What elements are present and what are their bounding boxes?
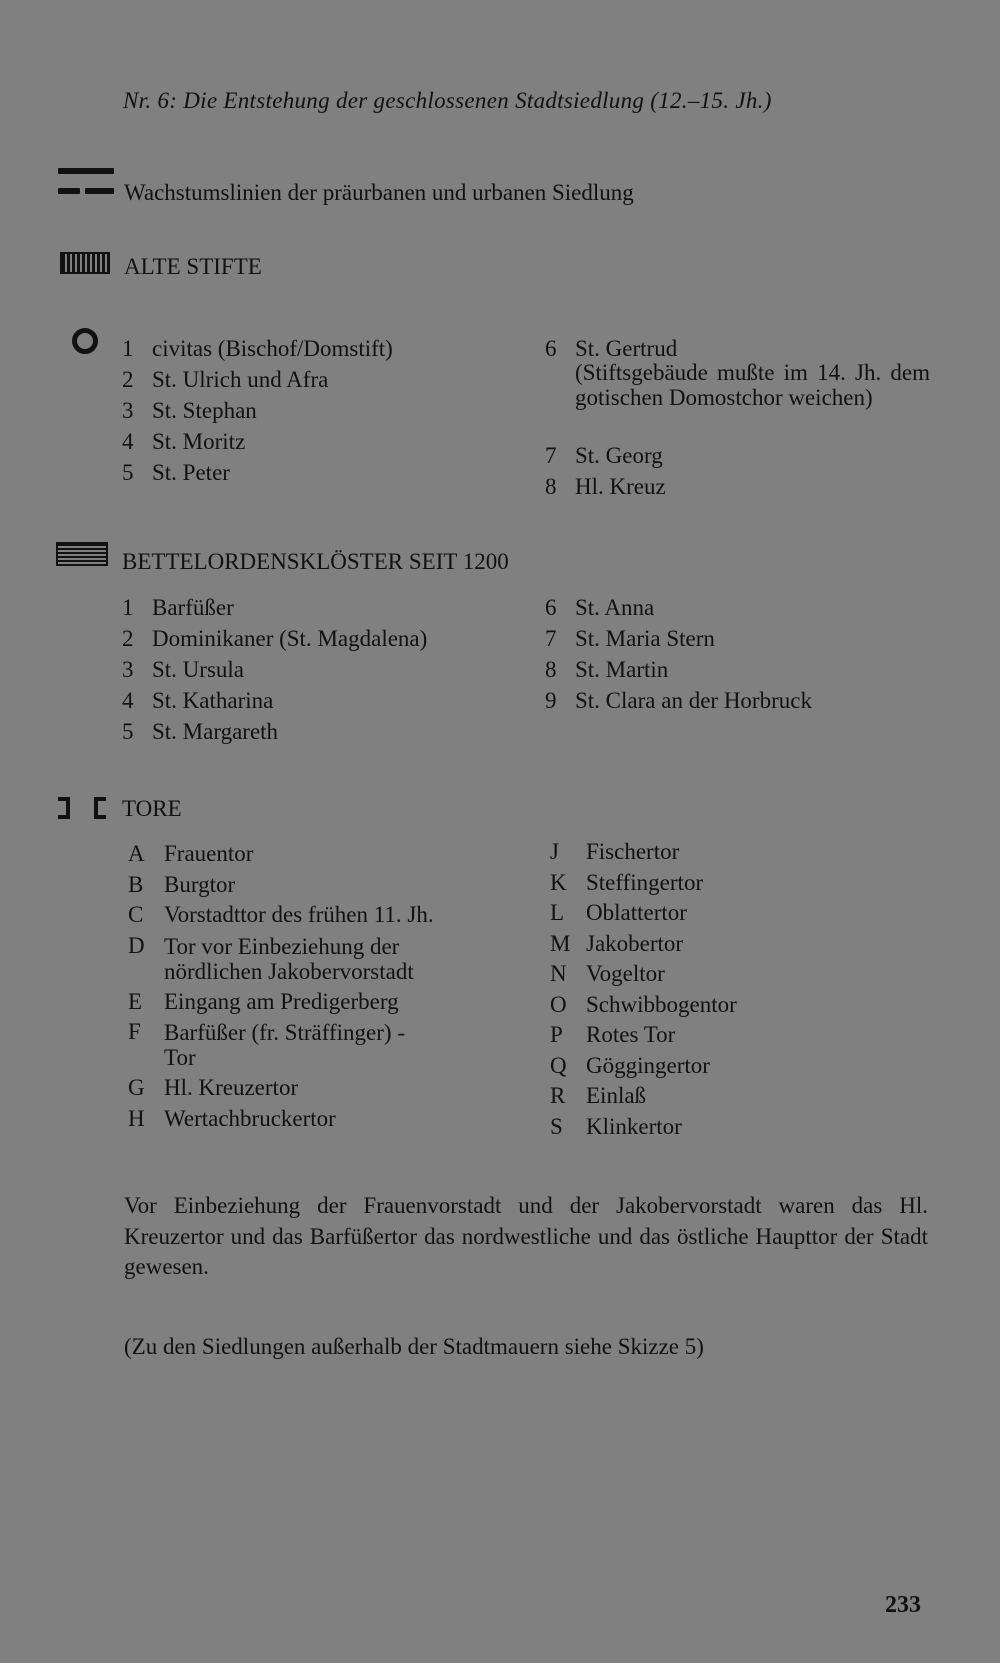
list-item: 4 St. Katharina bbox=[122, 688, 274, 713]
list-item: G Hl. Kreuzertor bbox=[128, 1075, 299, 1100]
list-item: D Tor vor Einbeziehung der nördlichen Jakobervorstadt bbox=[128, 932, 414, 984]
stifte-list-left bbox=[122, 333, 393, 488]
list-item: 3 St. Ursula bbox=[122, 657, 244, 682]
page-number: 233 bbox=[885, 1592, 921, 1618]
list-item: P Rotes Tor bbox=[550, 1022, 676, 1047]
list-item: F Barfüßer (fr. Sträffinger) -Tor bbox=[128, 1019, 405, 1070]
orders-heading: BETTELORDENSKLÖSTER SEIT 1200 bbox=[122, 549, 509, 574]
stifte-hatch-icon bbox=[60, 252, 110, 274]
list-item: J Fischertor bbox=[550, 839, 680, 864]
list-item: 4 St. Moritz bbox=[122, 429, 246, 454]
list-item: R Einlaß bbox=[550, 1083, 647, 1108]
growth-lines-icon bbox=[58, 168, 114, 196]
list-item: 1 Barfüßer bbox=[122, 595, 234, 620]
list-item: B Burgtor bbox=[128, 871, 236, 897]
orders-list-right bbox=[545, 592, 812, 716]
gertrud-note: (Stiftsgebäude mußte im 14. Jh. dem gotischen Domostchor weichen) bbox=[575, 360, 930, 410]
list-item: 7 St. Georg bbox=[545, 443, 663, 468]
growth-lines-label: Wachstumslinien der präurbanen und urbanen Siedlung bbox=[124, 180, 634, 205]
list-item: S Klinkertor bbox=[550, 1113, 682, 1139]
list-item: 5 St. Margareth bbox=[122, 719, 279, 744]
list-item: O Schwibbogentor bbox=[550, 991, 737, 1017]
list-item: K Steffingertor bbox=[550, 869, 704, 895]
gates-list-left bbox=[128, 839, 498, 1134]
page-title: Nr. 6: Die Entstehung der geschlossenen Stadtsiedlung (12.–15. Jh.) bbox=[123, 88, 772, 113]
list-item: 1 civitas (Bischof/Domstift) bbox=[122, 336, 393, 361]
civitas-circle-icon bbox=[72, 328, 98, 354]
notes-paragraph: Vor Einbeziehung der Frauenvorstadt und der Jakobervorstadt waren das Hl. Kreuzertor und das Barfüßertor das nordwestliche und das östliche Haupttor der Stadt gewesen. bbox=[124, 1193, 928, 1279]
list-item: 7 St. Maria Stern bbox=[545, 626, 715, 651]
list-item: 5 St. Peter bbox=[122, 460, 230, 485]
orders-list-left bbox=[122, 592, 427, 747]
gates-heading: TORE bbox=[122, 796, 182, 821]
gates-list-right bbox=[550, 837, 737, 1142]
list-item: 6 St. Gertrud bbox=[545, 336, 678, 361]
list-item: 8 Hl. Kreuz bbox=[545, 474, 666, 499]
list-item: H Wertachbruckertor bbox=[128, 1105, 336, 1131]
list-item: 6 St. Anna bbox=[545, 595, 655, 620]
stifte-list-right bbox=[545, 333, 930, 502]
list-item: 3 St. Stephan bbox=[122, 398, 257, 423]
list-item: 8 St. Martin bbox=[545, 657, 669, 682]
list-item: C Vorstadttor des frühen 11. Jh. bbox=[128, 902, 434, 927]
gate-bracket-left-icon bbox=[58, 797, 70, 819]
list-item: Q Göggingertor bbox=[550, 1052, 710, 1078]
stifte-heading: ALTE STIFTE bbox=[124, 254, 262, 279]
sketch-reference: (Zu den Siedlungen außerhalb der Stadtmauern siehe Skizze 5) bbox=[124, 1334, 704, 1359]
list-item: N Vogeltor bbox=[550, 961, 665, 986]
gate-bracket-right-icon bbox=[94, 797, 106, 819]
list-item: 2 Dominikaner (St. Magdalena) bbox=[122, 626, 428, 651]
list-item: L Oblattertor bbox=[550, 900, 687, 925]
list-item: E Eingang am Predigerberg bbox=[128, 988, 399, 1014]
list-item: 2 St. Ulrich und Afra bbox=[122, 367, 329, 392]
list-item: 9 St. Clara an der Horbruck bbox=[545, 688, 812, 713]
list-item: M Jakobertor bbox=[550, 930, 684, 956]
list-item: A Frauentor bbox=[128, 841, 254, 866]
mendicant-orders-hatch-icon bbox=[56, 542, 108, 566]
